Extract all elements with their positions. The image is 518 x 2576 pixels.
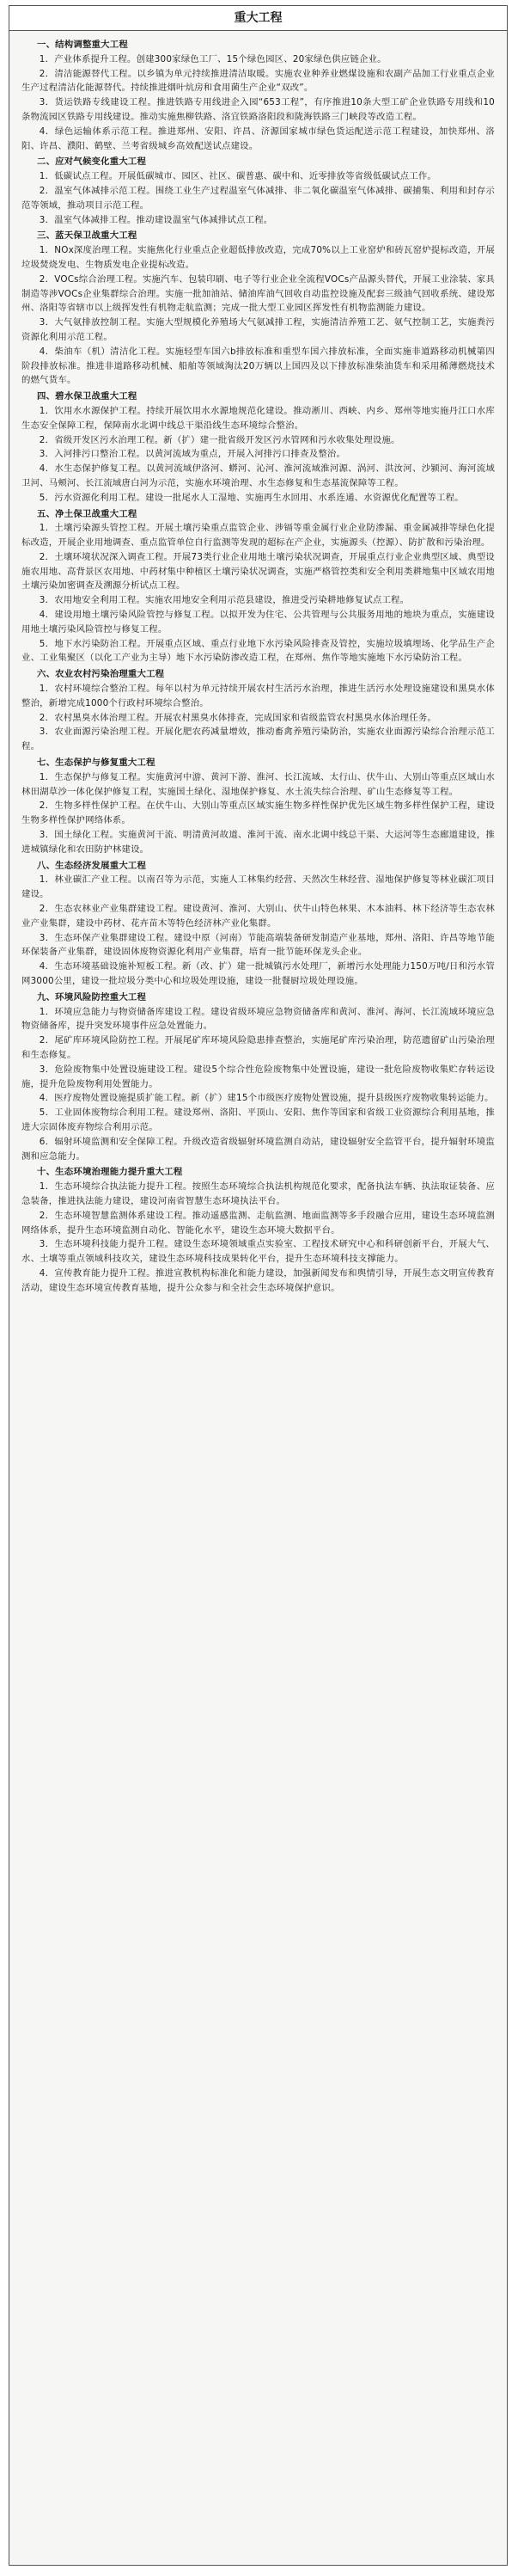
section-paragraph: 2．生态环境智慧监测体系建设工程。推动遥感监测、走航监测、地面监测等多手段融合应用，建设生态环境监测网络体系，提升生态环境监测自动化、智能化水平，建设生态环境大数据平台。: [21, 1210, 495, 1236]
section-paragraph: 3．国土绿化工程。实施黄河干流、明清黄河故道、淮河干流、南水北调中线总干渠、大运河等生态廊道建设，推进城镇绿化和农田防护林建设。: [21, 830, 495, 855]
section-paragraph: 1．低碳试点工程。开展低碳城市、园区、社区、碳普惠、碳中和、近零排放等省级低碳试点工作。: [39, 171, 436, 182]
section-heading: 十、生态环境治理能力提升重大工程: [37, 1167, 183, 1178]
section-paragraph: 2．温室气体减排示范工程。围绕工业生产过程温室气体减排、非二氧化碳温室气体减排、碳捕集、利用和封存示范等领域，推动项目示范工程。: [21, 185, 495, 211]
section-paragraph: 2．尾矿库环境风险防控工程。开展尾矿库环境风险隐患排查整治，实施尾矿库污染治理，防范遗留矿山污染治理和生态修复。: [21, 1035, 495, 1060]
section-paragraph: 1．生态保护与修复工程。实施黄河中游、黄河下游、淮河、长江流域、太行山、伏牛山、大别山等重点区域山水林田湖草沙一体化保护修复工程，实施国土绿化、湿地保护修复、水土流失综合治理、矿山生态修复等工程。: [21, 771, 495, 797]
section-paragraph: 6．辐射环境监测和安全保障工程。升级改造省级辐射环境监测自动站，建设辐射安全监管平台，提升辐射环境监测和应急能力。: [21, 1136, 495, 1162]
section-paragraph: 2．生态农林业产业集群建设工程。建设黄河、淮河、大别山、伏牛山特色林果、木本油料、林下经济等生态农林业产业集群，建设中药材、花卉苗木等特色经济林产业化集群。: [21, 904, 495, 929]
section-paragraph: 3．农业面源污染治理工程。开展化肥农药减量增效，推动畜禽养殖污染防治，实施农业面源污染综合治理示范工程。: [21, 727, 495, 752]
section-paragraph: 3．大气氨排放控制工程。实施大型规模化养殖场大气氨减排工程，实施清洁养殖工艺、氨气控制工艺，实施粪污资源化利用示范工程。: [21, 317, 495, 342]
section-paragraph: 3．温室气体减排工程。推动建设温室气体减排试点工程。: [39, 214, 273, 225]
section-paragraph: 1．产业体系提升工程。创建300家绿色工厂、15个绿色园区、20家绿色供应链企业。: [39, 53, 387, 64]
section-paragraph: 5．工业固体废物综合利用工程。建设郑州、洛阳、平顶山、安阳、焦作等国家和省级工业资源综合利用基地，推进大宗固体废弃物综合利用示范。: [21, 1107, 495, 1132]
section-paragraph: 3．货运铁路专线建设工程。推进铁路专用线进企入园“653工程”，有序推进10条大型工矿企业铁路专用线和10条物流园区铁路专用线建设。推动实施焦柳铁路、洛宜铁路洛阳段和陇海铁路三门峡段等改造工程。: [21, 97, 495, 122]
section-paragraph: 5．地下水污染防治工程。开展重点区域、重点行业地下水污染风险排查及管控，实施垃圾填埋场、化学品生产企业、工业集聚区（以化工产业为主导）地下水污染防渗改造工程，在郑州、焦作等地实施地下水污染防治工程。: [21, 638, 495, 664]
section-paragraph: 4．生态环境基础设施补短板工程。新（改、扩）建一批城镇污水处理厂，新增污水处理能力150万吨/日和污水管网3000公里，建设一批垃圾分类中心和垃圾处理设施，建设一批餐厨垃圾处理设施。: [21, 961, 495, 986]
section-heading: 八、生态经济发展重大工程: [37, 860, 147, 871]
section-paragraph: 1．NOx深度治理工程。实施焦化行业重点企业超低排放改造，完成70%以上工业窑炉和砖瓦窑炉提标改造，开展垃圾焚烧发电、生物质发电企业提标改造。: [21, 245, 495, 270]
section-heading: 二、应对气候变化重大工程: [37, 156, 147, 168]
section-paragraph: 1．环境应急能力与物资储备库建设工程。建设省级环境应急物资储备库和黄河、淮河、海河、长江流域环境应急物资储备库，提升突发环境事件应急处置能力。: [21, 1006, 495, 1032]
section-paragraph: 4．水生态保护修复工程。以黄河流域伊洛河、蟒河、沁河、淮河流域淮河源、涡河、洪汝河、沙颍河、海河流域卫河、马颊河、长江流域唐白河为示范，实施水环境治理、水生态修复和生态基流保障等工程。: [21, 463, 495, 488]
section-heading: 六、农业农村污染治理重大工程: [37, 669, 165, 680]
section-heading: 五、净土保卫战重大工程: [37, 508, 137, 519]
section-heading: 一、结构调整重大工程: [37, 40, 128, 50]
section-paragraph: 3．生态环保产业集群建设工程。建设中原（河南）节能高端装备研发制造产业基地，郑州、洛阳、许昌等地节能环保装备产业集群，建设固体废物资源化利用产业集群，培育一批节能环保龙头企业。: [21, 932, 495, 958]
section-paragraph: 4．建设用地土壤污染风险管控与修复工程。以拟开发为住宅、公共管理与公共服务用地的地块为重点，实施建设用地土壤污染风险管控与修复工程。: [21, 610, 495, 635]
major-projects-table: [9, 5, 508, 2566]
section-paragraph: 3．入河排污口整治工程。以黄河流域为重点，开展入河排污口排查及整治。: [39, 449, 346, 460]
section-paragraph: 1．林业碳汇产业工程。以南召等为示范，实施人工林集约经营、天然次生林经营、湿地保护修复等林业碳汇项目建设。: [21, 874, 495, 900]
table-content: [9, 31, 507, 1296]
section-heading: 七、生态保护与修复重大工程: [37, 757, 155, 769]
section-paragraph: 1．农村环境综合整治工程。每年以村为单元持续开展农村生活污水治理，推进生活污水处理设施建设和黑臭水体整治，新增完成1000个行政村环境综合整治。: [21, 684, 495, 708]
section-paragraph: 1．土壤污染源头管控工程。开展土壤污染重点监管企业、涉镉等重金属行业企业防渗漏、重金属减排等绿色化提标改造，开展企业用地调查、重点监管单位自行监测等发现的超标在产企业，实施源头（控源）、防扩散和污染治理。: [21, 523, 495, 549]
section-paragraph: 2．省级开发区污水治理工程。新（扩）建一批省级开发区污水管网和污水收集处理设施。: [39, 434, 400, 445]
section-paragraph: 2．生物多样性保护工程。在伏牛山、大别山等重点区域实施生物多样性保护优先区域生物多样性保护工程，建设生物多样性保护网络体系。: [21, 800, 495, 826]
section-paragraph: 4．柴油车（机）清洁化工程。实施轻型车国六b排放标准和重型车国六排放标准，全面实施非道路移动机械第四阶段排放标准。推进非道路移动机械、船舶等领域淘汰20万辆以上国四及以下排放标准柴油货车和采用稀薄燃烧技术的燃气货车。: [21, 346, 495, 386]
section-paragraph: 1．饮用水水源保护工程。持续开展饮用水水源地规范化建设。推动淅川、西峡、内乡、郑州等地实施丹江口水库生态安全保障工程，保障南水北调中线总干渠沿线生态环境综合整治。: [21, 405, 495, 431]
section-paragraph: 4．宣传教育能力提升工程。推进宣教机构标准化和能力建设，加强新闻发布和舆情引导，开展生态文明宣传教育活动，建设生态环境宣传教育基地，提升公众参与和全社会生态环境保护意识。: [21, 1267, 495, 1293]
section-paragraph: 2．土壤环境状况深入调查工程。开展73类行业企业用地土壤污染状况调查，开展重点行业企业典型区域、典型设施农用地、高背景区农用地、中药材集中种植区土壤污染状况调查，实施严格管控类和安全利用类耕地集中区域农用地土壤污染加密调查及溯源分析试点工程。: [21, 551, 495, 592]
section-paragraph: 1．生态环境综合执法能力提升工程。按照生态环境综合执法机构规范化要求，配备执法车辆、执法取证装备、应急装备，推进执法能力建设，建设河南省智慧生态环境执法平台。: [21, 1181, 495, 1206]
section-paragraph: 3．生态环境科技能力提升工程。建设生态环境领域重点实验室、工程技术研究中心和科研创新平台，开展大气、水、土壤等重点领域科技攻关，建设生态环境科技成果转化平台，提升生态环境科技支撑能力。: [21, 1239, 495, 1265]
section-paragraph: 2．清洁能源替代工程。以乡镇为单元持续推进清洁取暖。实施农业种养业燃煤设施和农副产品加工行业重点企业生产过程清洁化能源替代。持续推进烟叶炕房和食用菌生产企业“双改”。: [21, 68, 495, 94]
section-paragraph: 4．绿色运输体系示范工程。推进郑州、安阳、许昌、济源国家城市绿色货运配送示范工程建设，加快郑州、洛阳、许昌、濮阳、鹤壁、兰考省级城乡高效配送试点建设。: [21, 126, 495, 151]
section-paragraph: 5．污水资源化利用工程。建设一批尾水人工湿地、实施再生水回用、水系连通、水资源优化配置等工程。: [39, 492, 464, 503]
section-paragraph: 2．VOCs综合治理工程。实施汽车、包装印刷、电子等行业企业全流程VOCs产品源头替代，开展工业涂装、家具制造等涉VOCs企业集群综合治理。实施一批加油站、储油库油气回收自动监控设施及配套三级油气回收系统、建设郑州、洛阳等省辖市以上级挥发性有机物走航监测；完成一批大型工业园区挥发性有机物监测能力建设。: [21, 273, 495, 314]
section-paragraph: 3．农用地安全利用工程。实施农用地安全利用示范县建设，推进受污染耕地修复试点工程。: [39, 595, 410, 606]
section-paragraph: 3．危险废物集中处置设施建设工程。建设5个综合性危险废物集中处置设施，建设一批危险废物收集贮存转运设施，提升危险废物利用处置能力。: [21, 1064, 495, 1089]
section-heading: 四、碧水保卫战重大工程: [37, 391, 137, 402]
section-heading: 九、环境风险防控重大工程: [37, 991, 147, 1003]
section-paragraph: 2．农村黑臭水体治理工程。开展农村黑臭水体排查，完成国家和省级监管农村黑臭水体治理任务。: [39, 712, 436, 723]
section-heading: 三、蓝天保卫战重大工程: [37, 230, 137, 242]
table-title: 重大工程: [9, 6, 507, 31]
section-paragraph: 4．医疗废物处置设施提质扩能工程。新（扩）建15个市级医疗废物处置设施，提升县级医疗废物收集转运能力。: [39, 1093, 494, 1104]
